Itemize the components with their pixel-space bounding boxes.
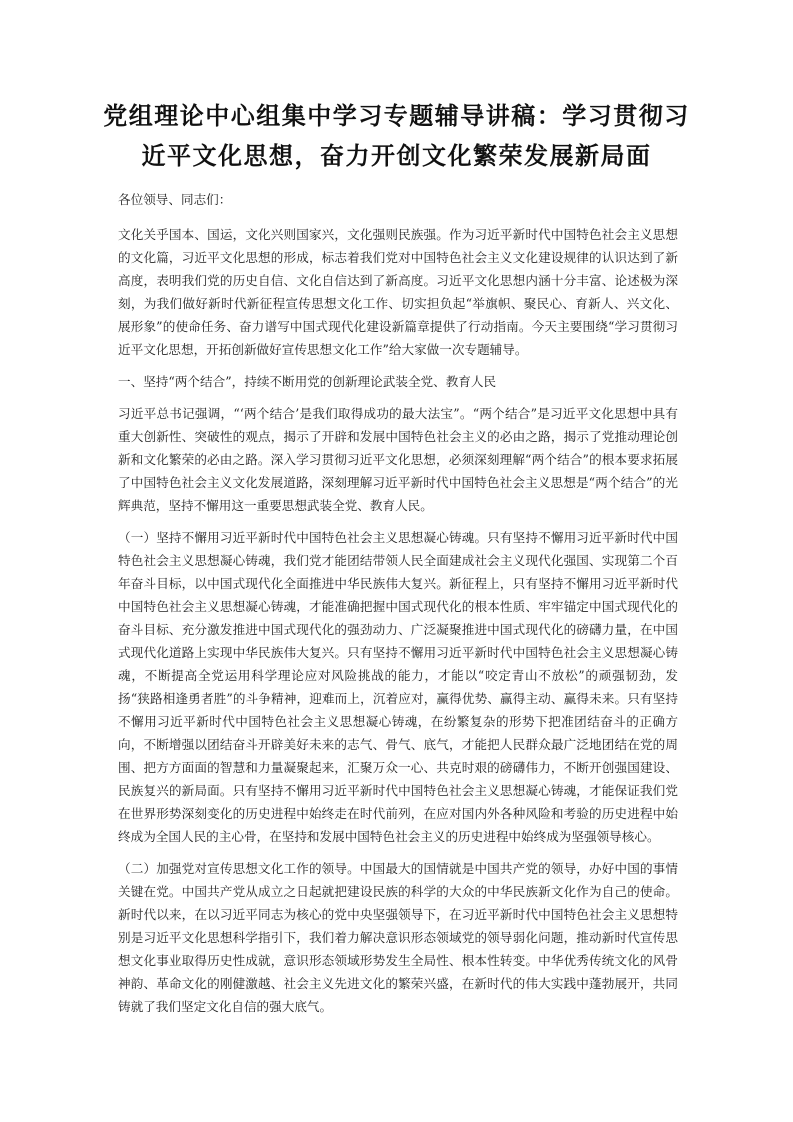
paragraph-intro: 文化关乎国本、国运，文化兴则国家兴，文化强则民族强。作为习近平新时代中国特色社会主义思想的文化篇，习近平文化思想的形成，标志着我们党对中国特色社会主义文化建设规律的认识达到了新高度，表明我们党的历史自信、文化自信达到了新高度。习近平文化思想内涵十分丰富、论述极为深刻，为我们做好新时代新征程宣传思想文化工作、切实担负起“举旗帜、聚民心、育新人、兴文化、展形象”的使命任务、奋力谱写中国式现代化建设新篇章提供了行动指南。今天主要围绕“学习贯彻习近平文化思想，开拓创新做好宣传思想文化工作”给大家做一次专题辅导。 [118,227,678,357]
title-line-1: 党组理论中心组集中学习专题辅导讲稿：学习贯彻习 [103,102,690,130]
document-body [118,188,678,1027]
greeting: 各位领导、同志们： [118,192,232,207]
document-title [100,96,693,176]
title-line-2: 近平文化思想，奋力开创文化繁荣发展新局面 [141,142,652,170]
section-heading-1: 一、坚持“两个结合”，持续不断用党的创新理论武装全党、教育人民 [118,374,497,389]
paragraph-subsection-2: （二）加强党对宣传思想文化工作的领导。中国最大的国情就是中国共产党的领导，办好中国的事情关键在党。中国共产党从成立之日起就把建设民族的科学的大众的中华民族新文化作为自己的使命。新时代以来，在以习近平同志为核心的党中央坚强领导下，在习近平新时代中国特色社会主义思想特别是习近平文化思想科学指引下，我们着力解决意识形态领域党的领导弱化问题，推动新时代宣传思想文化事业取得历史性成就，意识形态领域形势发生全局性、根本性转变。中华优秀传统文化的风骨神韵、革命文化的刚健激越、社会主义先进文化的繁荣兴盛，在新时代的伟大实践中蓬勃展开，共同铸就了我们坚定文化自信的强大底气。 [118,861,678,1014]
paragraph-section-1: 习近平总书记强调，“‘两个结合’是我们取得成功的最大法宝”。“两个结合”是习近平文化思想中具有重大创新性、突破性的观点，揭示了开辟和发展中国特色社会主义的必由之路，揭示了党推动理论创新和文化繁荣的必由之路。深入学习贯彻习近平文化思想，必须深刻理解“两个结合”的根本要求拓展了中国特色社会主义文化发展道路，深刻理解习近平新时代中国特色社会主义思想是“两个结合”的光辉典范，坚持不懈用这一重要思想武装全党、教育人民。 [118,406,678,513]
paragraph-subsection-1: （一）坚持不懈用习近平新时代中国特色社会主义思想凝心铸魂。只有坚持不懈用习近平新时代中国特色社会主义思想凝心铸魂，我们党才能团结带领人民全面建成社会主义现代化强国、实现第二个百年奋斗目标，以中国式现代化全面推进中华民族伟大复兴。新征程上，只有坚持不懈用习近平新时代中国特色社会主义思想凝心铸魂，才能准确把握中国式现代化的根本性质、牢牢锚定中国式现代化的奋斗目标、充分激发推进中国式现代化的强劲动力、广泛凝聚推进中国式现代化的磅礴力量，在中国式现代化道路上实现中华民族伟大复兴。只有坚持不懈用习近平新时代中国特色社会主义思想凝心铸魂，不断提高全党运用科学理论应对风险挑战的能力，才能以“咬定青山不放松”的顽强韧劲，发扬“狭路相逢勇者胜”的斗争精神，迎难而上，沉着应对，赢得优势、赢得主动、赢得未来。只有坚持不懈用习近平新时代中国特色社会主义思想凝心铸魂，在纷繁复杂的形势下把准团结奋斗的正确方向，不断增强以团结奋斗开辟美好未来的志气、骨气、底气，才能把人民群众最广泛地团结在党的周围、把方方面面的智慧和力量凝聚起来，汇聚万众一心、共克时艰的磅礴伟力，不断开创强国建设、民族复兴的新局面。只有坚持不懈用习近平新时代中国特色社会主义思想凝心铸魂，才能保证我们党在世界形势深刻变化的历史进程中始终走在时代前列，在应对国内外各种风险和考验的历史进程中始终成为全国人民的主心骨，在坚持和发展中国特色社会主义的历史进程中始终成为坚强领导核心。 [118,530,678,844]
